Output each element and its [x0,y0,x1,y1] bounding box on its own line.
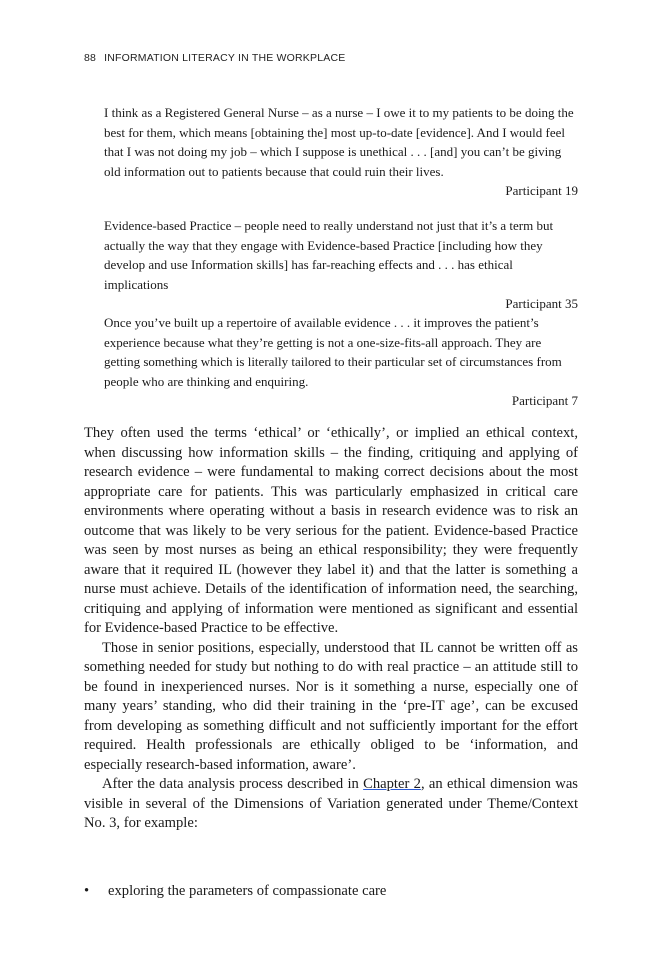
paragraph: Those in senior positions, especially, understood that IL cannot be written off as something needed for study but nothing to do with real practice – an attitude still to be found in inexperienced nurses. Nor is it something a nurse, especially one of many years’ standing, who did their training in the ‘pre-IT age’, can be excused from developing as something difficult and not sufficiently important for the effort required. Health professionals are ethically obliged to be ‘information, and especially research-based information, aware’. [84,639,578,773]
bullet-list-item [84,882,386,902]
paragraph-text: After the data analysis process described in [102,776,364,792]
paragraph-text: , an ethical dimension was visible in several of the Dimensions of Variation generated under Theme/Context No. 3, for example: [84,776,578,831]
quote-text: I think as a Registered General Nurse – as a nurse – I owe it to my patients to be doing the best for them, which means [obtaining the] most up-to-date [evidence]. And I would feel that I was not doing my job – which I suppose is unethical . . . [and] you can’t be giving old information out to patients because that could ruin their lives. [104,105,574,179]
quote-text: Once you’ve built up a repertoire of available evidence . . . it improves the patient’s experience because what they’re getting is not a one-size-fits-all approach. They are getting something which is literally tailored to their particular set of circumstances from people who are thinking and enquiring. [104,315,562,389]
bullet-text: exploring the parameters of compassionate care [108,883,387,899]
quote-attribution: Participant 35 [505,296,578,312]
paragraph: They often used the terms ‘ethical’ or ‘ethically’, or implied an ethical context, when discussing how information skills – the finding, critiquing and applying of research evidence – were fundamental to making correct decisions about the most appropriate care for patients. This was particularly emphasized in critical care environments where operating without a basis in research evidence was to risk an outcome that was likely to be very serious for the patient. Evidence-based Practice was seen by most nurses as being an ethical responsibility; they were frequently aware that it required IL (however they label it) and that the latter is something a nurse must achieve. Details of the identification of information need, the searching, critiquing and applying of information were mentioned as significant and essential for Evidence-based Practice to be effective. [84,425,578,636]
block-quote [104,103,578,201]
paragraph [84,775,578,834]
quote-attribution: Participant 19 [505,183,578,199]
chapter-2-link[interactable]: Chapter 2 [363,776,421,792]
block-quote [104,216,578,314]
block-quote [104,313,578,411]
body-text [84,424,578,834]
quote-text: Evidence-based Practice – people need to really understand not just that it’s a term but actually the way that they engage with Evidence-based Practice [including how they develop and use Information skills] has far-reaching effects and . . . has ethical implications [104,218,554,292]
quote-attribution: Participant 7 [511,393,578,409]
running-title: INFORMATION LITERACY IN THE WORKPLACE [104,52,346,64]
running-header [84,52,345,64]
bullet-marker: • [84,883,90,899]
page-number: 88 [84,52,97,64]
